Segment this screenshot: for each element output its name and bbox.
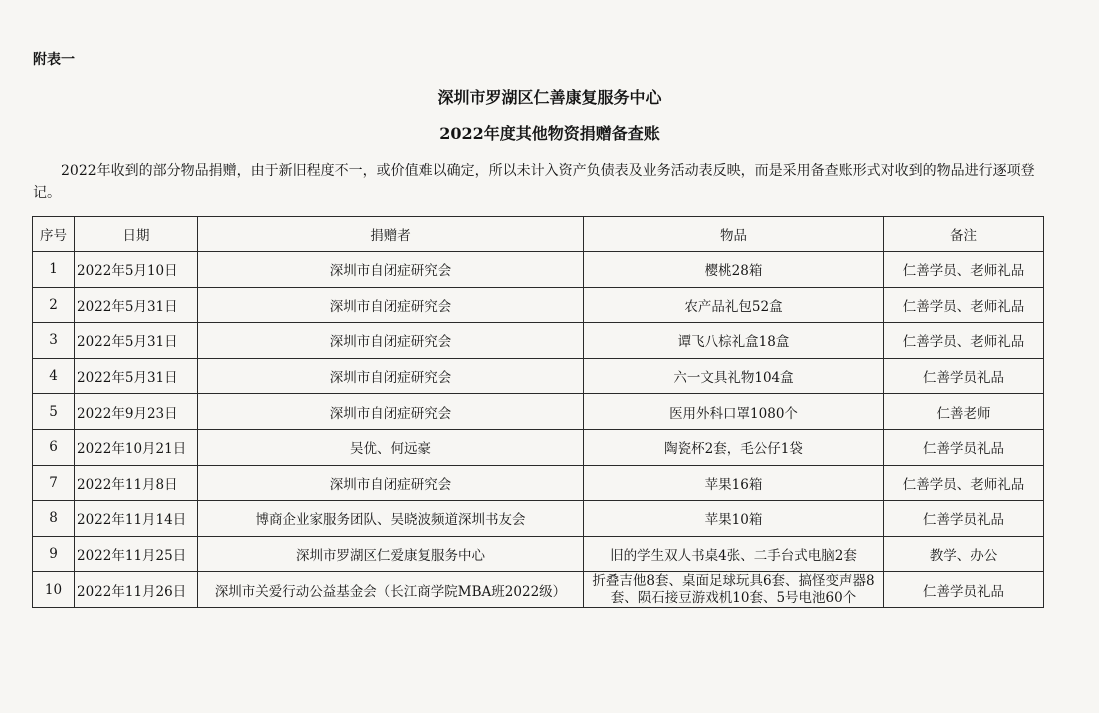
- cell-item: 折叠吉他8套、桌面足球玩具6套、搞怪变声器8套、陨石接豆游戏机10套、5号电池60个: [584, 572, 884, 608]
- cell-no: 5: [33, 394, 75, 430]
- column-header-date: 日期: [75, 217, 198, 252]
- cell-no: 1: [33, 252, 75, 288]
- cell-item: 苹果16箱: [584, 465, 884, 501]
- table-row: [33, 501, 1044, 537]
- table-row: [33, 358, 1044, 394]
- cell-date: 2022年5月10日: [75, 252, 198, 288]
- table-row: [33, 536, 1044, 572]
- cell-date: 2022年5月31日: [75, 323, 198, 359]
- cell-note: 仁善学员礼品: [884, 572, 1044, 608]
- cell-donor: 深圳市罗湖区仁爱康复服务中心: [198, 536, 584, 572]
- cell-item: 陶瓷杯2套，毛公仔1袋: [584, 429, 884, 465]
- cell-note: 仁善学员礼品: [884, 501, 1044, 537]
- intro-paragraph: 2022年收到的部分物品捐赠，由于新旧程度不一，或价值难以确定，所以未计入资产负债表及业务活动表反映，而是采用备查账形式对收到的物品进行逐项登记。: [33, 163, 1035, 201]
- cell-no: 7: [33, 465, 75, 501]
- table-row: [33, 252, 1044, 288]
- cell-donor: 吴优、何远豪: [198, 429, 584, 465]
- cell-no: 8: [33, 501, 75, 537]
- organization-title: 深圳市罗湖区仁善康复服务中心: [437, 88, 662, 107]
- cell-note: 教学、办公: [884, 536, 1044, 572]
- cell-note: 仁善学员礼品: [884, 358, 1044, 394]
- cell-date: 2022年5月31日: [75, 287, 198, 323]
- cell-date: 2022年9月23日: [75, 394, 198, 430]
- table-row: [33, 287, 1044, 323]
- attachment-label: 附表一: [33, 52, 75, 68]
- column-header-note: 备注: [884, 217, 1044, 252]
- cell-note: 仁善学员、老师礼品: [884, 465, 1044, 501]
- cell-note: 仁善学员、老师礼品: [884, 287, 1044, 323]
- cell-no: 3: [33, 323, 75, 359]
- table-row: [33, 429, 1044, 465]
- table-row: [33, 394, 1044, 430]
- cell-date: 2022年10月21日: [75, 429, 198, 465]
- cell-date: 2022年5月31日: [75, 358, 198, 394]
- table-row: [33, 465, 1044, 501]
- cell-item: 旧的学生双人书桌4张、二手台式电脑2套: [584, 536, 884, 572]
- cell-note: 仁善学员、老师礼品: [884, 252, 1044, 288]
- cell-date: 2022年11月14日: [75, 501, 198, 537]
- table-row: [33, 572, 1044, 608]
- cell-donor: 深圳市自闭症研究会: [198, 394, 584, 430]
- cell-donor: 博商企业家服务团队、吴晓波频道深圳书友会: [198, 501, 584, 537]
- cell-donor: 深圳市自闭症研究会: [198, 323, 584, 359]
- cell-note: 仁善学员礼品: [884, 429, 1044, 465]
- cell-no: 10: [33, 572, 75, 608]
- document-title: 2022年度其他物资捐赠备查账: [439, 124, 660, 143]
- cell-donor: 深圳市自闭症研究会: [198, 358, 584, 394]
- cell-no: 6: [33, 429, 75, 465]
- cell-no: 9: [33, 536, 75, 572]
- cell-date: 2022年11月8日: [75, 465, 198, 501]
- cell-no: 2: [33, 287, 75, 323]
- cell-date: 2022年11月26日: [75, 572, 198, 608]
- cell-donor: 深圳市自闭症研究会: [198, 287, 584, 323]
- column-header-item: 物品: [584, 217, 884, 252]
- cell-item: 医用外科口罩1080个: [584, 394, 884, 430]
- donation-ledger-table: [32, 216, 1044, 608]
- table-row: [33, 323, 1044, 359]
- cell-item: 樱桃28箱: [584, 252, 884, 288]
- cell-donor: 深圳市自闭症研究会: [198, 465, 584, 501]
- cell-item: 农产品礼包52盒: [584, 287, 884, 323]
- cell-note: 仁善老师: [884, 394, 1044, 430]
- cell-item: 谭飞八棕礼盒18盒: [584, 323, 884, 359]
- cell-no: 4: [33, 358, 75, 394]
- cell-item: 六一文具礼物104盒: [584, 358, 884, 394]
- column-header-no: 序号: [33, 217, 75, 252]
- cell-note: 仁善学员、老师礼品: [884, 323, 1044, 359]
- cell-date: 2022年11月25日: [75, 536, 198, 572]
- column-header-donor: 捐赠者: [198, 217, 584, 252]
- cell-donor: 深圳市自闭症研究会: [198, 252, 584, 288]
- cell-item: 苹果10箱: [584, 501, 884, 537]
- cell-donor: 深圳市关爱行动公益基金会（长江商学院MBA班2022级）: [198, 572, 584, 608]
- table-header-row: [33, 217, 1044, 252]
